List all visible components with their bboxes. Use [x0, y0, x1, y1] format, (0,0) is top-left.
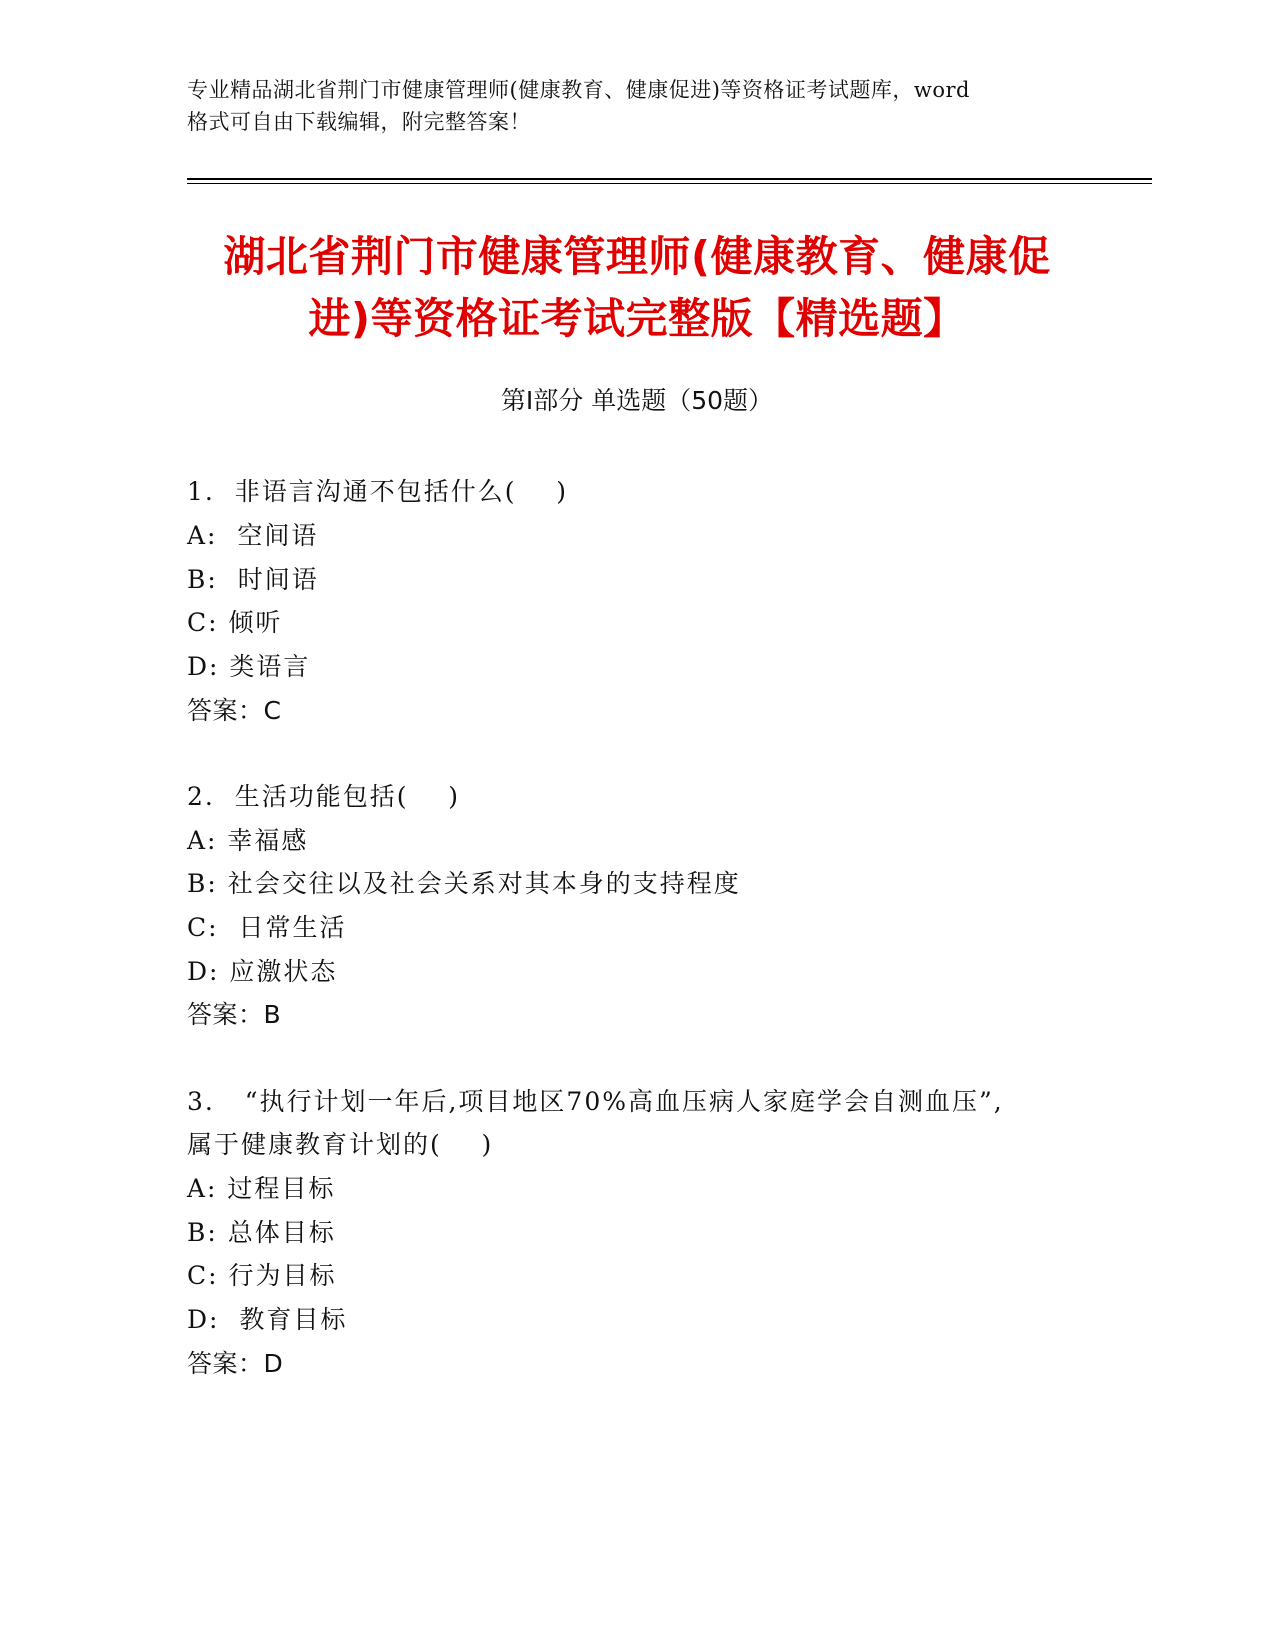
question-1-answer: 答案：C: [187, 696, 282, 725]
header-divider-thick: [187, 178, 1152, 180]
question-1-option-d: D: 类语言: [187, 652, 311, 681]
question-3-option-c: C: 行为目标: [187, 1261, 337, 1290]
question-1-option-b: B: 时间语: [187, 565, 319, 594]
section-title: 第Ⅰ部分 单选题（50题）: [500, 386, 774, 415]
question-1-stem: 1. 非语言沟通不包括什么( ): [187, 477, 569, 506]
document-title: [187, 226, 1087, 350]
question-2-option-b: B: 社会交往以及社会关系对其本身的支持程度: [187, 869, 741, 898]
question-2-answer: 答案：B: [187, 1000, 282, 1029]
question-1-option-c: C: 倾听: [187, 608, 283, 637]
question-2-option-a: A: 幸福感: [187, 826, 309, 855]
question-3-stem-line-2: 属于健康教育计划的( ): [187, 1130, 494, 1159]
question-3-option-b: B: 总体目标: [187, 1218, 336, 1247]
header-divider-thin: [187, 183, 1152, 184]
question-2-option-c: C: 日常生活: [187, 913, 347, 942]
question-2-option-d: D: 应激状态: [187, 957, 338, 986]
header-note-line-2: 格式可自由下载编辑，附完整答案！: [187, 110, 531, 134]
question-2-stem: 2. 生活功能包括( ): [187, 782, 461, 811]
document-title-line-2: 进)等资格证考试完整版【精选题】: [308, 294, 966, 343]
question-1-option-a: A: 空间语: [187, 521, 319, 550]
header-note-line-1: 专业精品湖北省荆门市健康管理师(健康教育、健康促进)等资格证考试题库，word: [187, 78, 970, 102]
question-3-answer: 答案：D: [187, 1349, 284, 1378]
document-title-line-1: 湖北省荆门市健康管理师(健康教育、健康促: [223, 232, 1051, 281]
question-3-option-d: D: 教育目标: [187, 1305, 348, 1334]
question-3-option-a: A: 过程目标: [187, 1174, 336, 1203]
header-note: [187, 74, 1087, 138]
question-3-stem-line-1: 3. “执行计划一年后,项目地区70%高血压病人家庭学会自测血压”,: [187, 1087, 1004, 1116]
